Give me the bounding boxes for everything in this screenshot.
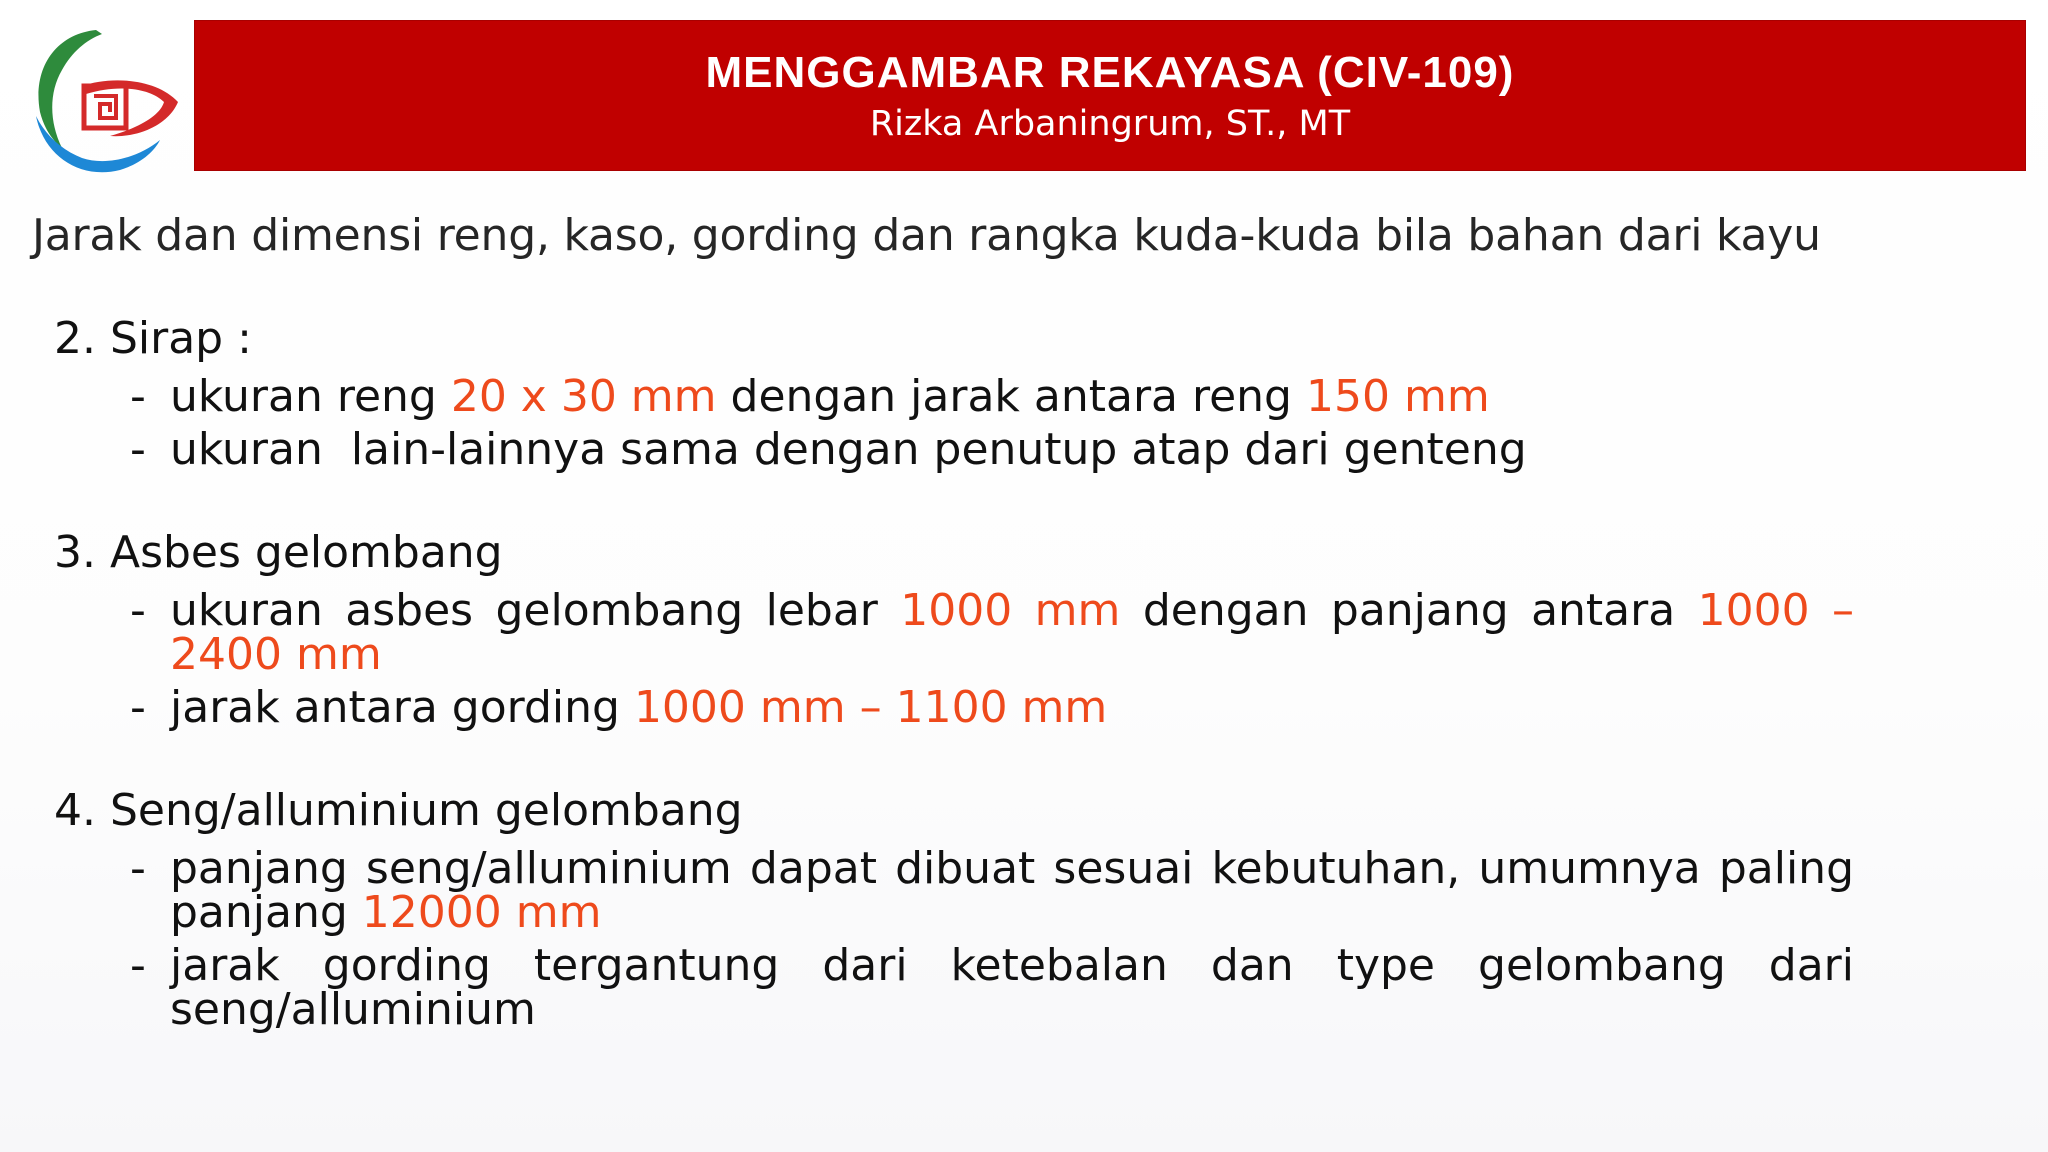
bullet-text: dengan panjang antara (1120, 585, 1698, 636)
list-item (54, 940, 1854, 1035)
course-title: MENGGAMBAR REKAYASA (CIV-109) (705, 48, 1515, 97)
section-title: 4. Seng/alluminium gelombang (54, 785, 743, 836)
bullet-text: jarak gording tergantung dari ketebalan dan type gelombang dari seng/alluminium (170, 940, 1854, 1035)
university-logo (26, 24, 186, 179)
bullet-text: jarak antara gording (170, 682, 634, 733)
section-sirap (54, 312, 1854, 475)
slide-heading: Jarak dan dimensi reng, kaso, gording dan rangka kuda-kuda bila bahan dari kayu (32, 210, 1821, 261)
bullet-text: panjang seng/alluminium dapat dibuat sesuai kebutuhan, umumnya paling panjang (170, 843, 1854, 938)
list-item (54, 843, 1854, 938)
header-banner (194, 20, 2026, 171)
highlight-value: 1000 mm – 1100 mm (633, 682, 1108, 733)
logo-icon (26, 24, 186, 179)
list-item (54, 424, 1794, 475)
highlight-value: 20 x 30 mm (450, 371, 717, 422)
highlight-value: 1000 mm (900, 585, 1121, 636)
bullet-text: dengan jarak antara reng (716, 371, 1306, 422)
section-seng (54, 784, 1854, 1035)
bullet-text: ukuran lain-lainnya sama dengan penutup atap dari genteng (170, 424, 1527, 475)
slide-content (54, 312, 1855, 1035)
section-asbes (54, 526, 1855, 733)
highlight-value: 12000 mm (361, 887, 602, 938)
section-title: 2. Sirap : (54, 313, 252, 364)
highlight-value: 1000 – 2400 mm (170, 585, 1855, 680)
bullet-text: ukuran reng (170, 371, 451, 422)
bullet-text: ukuran asbes gelombang lebar (170, 585, 901, 636)
highlight-value: 150 mm (1305, 371, 1490, 422)
lecturer-name: Rizka Arbaningrum, ST., MT (869, 104, 1351, 144)
list-item (54, 585, 1855, 680)
list-item (54, 371, 1794, 422)
section-title: 3. Asbes gelombang (54, 527, 503, 578)
list-item (54, 682, 1794, 733)
